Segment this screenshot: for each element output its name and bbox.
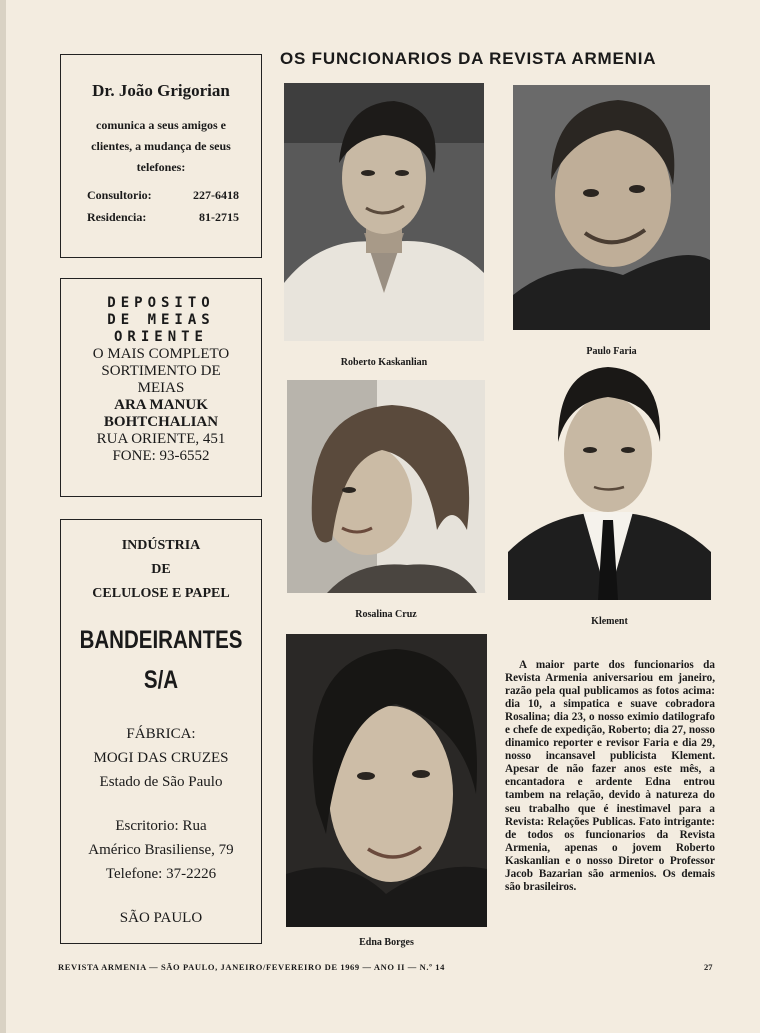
phone-number: 81-2715 <box>199 210 239 224</box>
heading-line: DE MEIAS <box>107 312 215 328</box>
photo-paulo <box>513 85 710 330</box>
page-title: OS FUNCIONARIOS DA REVISTA ARMENIA <box>280 49 657 68</box>
factory-label: FÁBRICA: <box>126 726 196 742</box>
phone-label: Consultorio: <box>87 188 152 202</box>
ad-grigorian-name: Dr. João Grigorian <box>92 81 230 100</box>
owner-line: BOHTCHALIAN <box>103 414 219 430</box>
ad-grigorian-line: comunica a seus amigos e <box>96 118 226 132</box>
top-line: CELULOSE E PAPEL <box>92 586 230 601</box>
phone-row-consultorio <box>61 184 261 206</box>
brand-line: S/A <box>143 666 179 694</box>
caption-edna: Edna Borges <box>359 937 414 948</box>
ad-bandeirantes <box>60 519 262 944</box>
caption-rosalina: Rosalina Cruz <box>355 609 417 620</box>
ad-bandeirantes-top <box>61 534 261 606</box>
ad-deposito-heading <box>61 295 261 346</box>
page-number: 27 <box>704 962 713 972</box>
ad-grigorian-message <box>61 115 261 178</box>
phone-number: 227-6418 <box>193 188 239 202</box>
address-line: RUA ORIENTE, 451 <box>96 431 226 447</box>
heading-line: DEPOSITO <box>107 295 215 311</box>
page-edge <box>0 0 6 1033</box>
office-city: SÃO PAULO <box>119 910 203 926</box>
tagline-line: SORTIMENTO DE <box>101 363 221 379</box>
office-label: Escritorio: Rua <box>115 818 207 834</box>
caption-paulo: Paulo Faria <box>586 346 637 357</box>
ad-deposito-meias <box>60 278 262 497</box>
ad-deposito-address <box>61 431 261 465</box>
portrait-edna <box>286 634 487 927</box>
photo-edna <box>286 634 487 927</box>
article-text: A maior parte dos funcionarios da Revista Armenia aniversariou em janeiro, razão pela qual publicamos as fotos acima: dia 10, a simpatica e suave cobradora Rosalina; dia 23, o nosso eximio datilografo e chefe de expedição, Roberto; dia 27, nosso dinamico reporter e revisor Faria e dia 29, nosso incansavel publicista Klement. Apesar de não fazer anos este mês, a encantadora e ardente Edna entrou tambem na relação, devido à natureza do seu trabalho que é inestimavel para a Revista: Relações Publicas. Fato intrigante: de todos os funcionarios da Revista Armenia, apenas o jovem Roberto Kaskanlian e o nosso Diretor o Professor Jacob Bazarian são armenios. Os demais são brasileiros. <box>505 659 715 893</box>
heading-line: ORIENTE <box>113 329 208 345</box>
ad-deposito-tagline <box>61 346 261 397</box>
address-line: FONE: 93-6552 <box>112 448 210 464</box>
ad-grigorian-line: telefones: <box>136 160 186 174</box>
photo-klement <box>508 362 711 600</box>
photo-roberto <box>284 83 484 341</box>
brand-line: BANDEIRANTES <box>79 626 243 654</box>
top-line: DE <box>151 562 171 577</box>
tagline-line: MEIAS <box>137 380 185 396</box>
caption-roberto: Roberto Kaskanlian <box>340 357 428 368</box>
caption-klement: Klement <box>591 616 628 627</box>
phone-label: Residencia: <box>87 210 147 224</box>
ad-bandeirantes-brand <box>79 620 243 700</box>
phone-row-residencia <box>61 206 261 228</box>
footer-masthead: REVISTA ARMENIA — SÃO PAULO, JANEIRO/FEVEREIRO DE 1969 — ANO II — N.º 14 <box>58 962 445 972</box>
portrait-paulo <box>513 85 710 330</box>
ad-grigorian-line: clientes, a mudança de seus <box>91 139 231 153</box>
factory-state: Estado de São Paulo <box>99 774 223 790</box>
photo-rosalina <box>287 380 485 593</box>
factory-city: MOGI DAS CRUZES <box>93 750 229 766</box>
office-phone: Telefone: 37-2226 <box>105 866 217 882</box>
tagline-line: O MAIS COMPLETO <box>92 346 230 362</box>
ad-grigorian <box>60 54 262 258</box>
owner-line: ARA MANUK <box>114 397 208 413</box>
top-line: INDÚSTRIA <box>121 538 201 553</box>
portrait-klement <box>508 362 711 600</box>
portrait-rosalina <box>287 380 485 593</box>
portrait-roberto <box>284 83 484 341</box>
office-address: Américo Brasiliense, 79 <box>88 842 234 858</box>
ad-deposito-owner <box>61 397 261 431</box>
